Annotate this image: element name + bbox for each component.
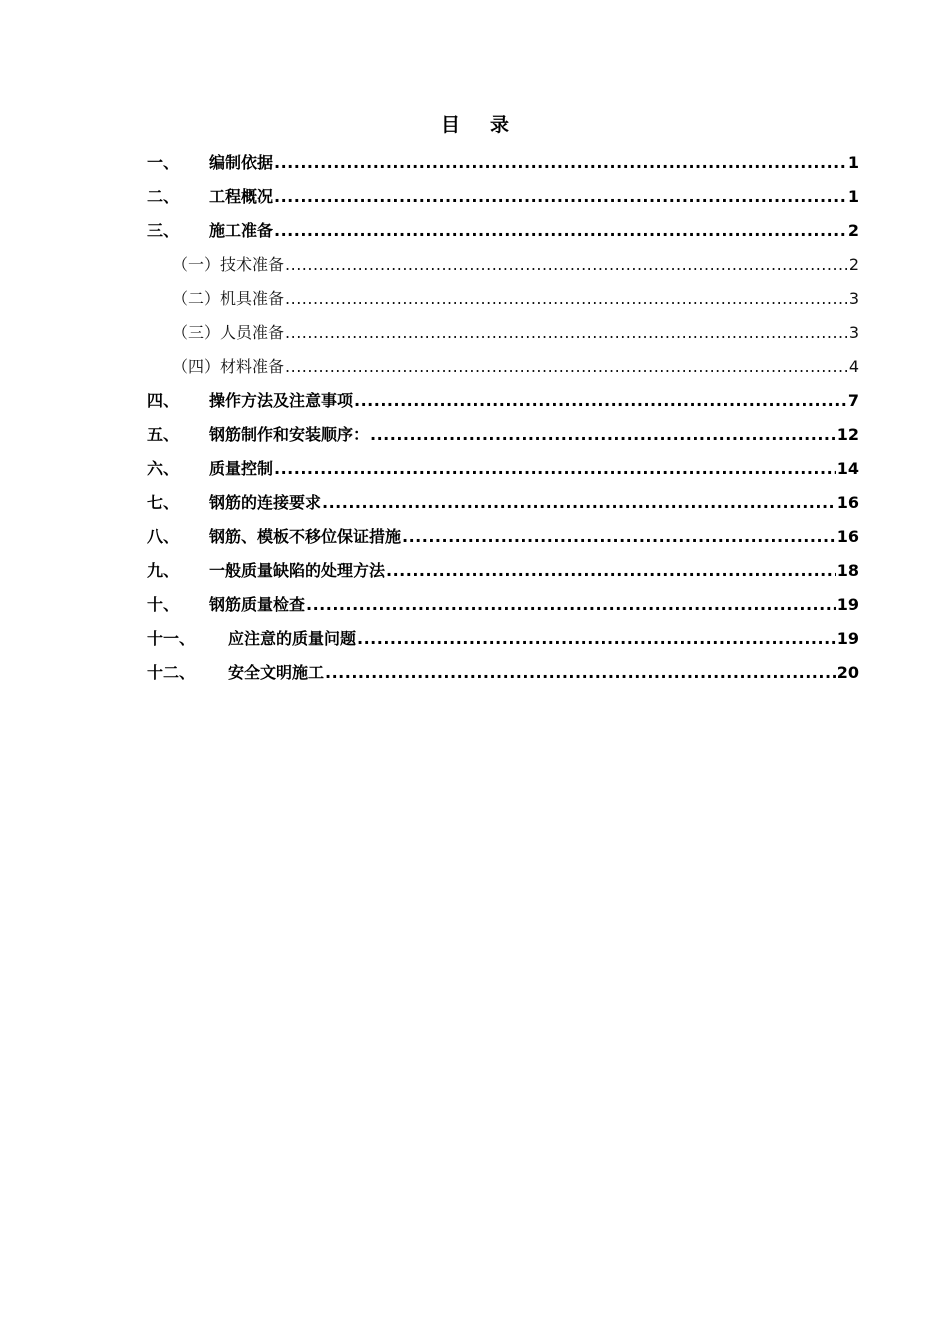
toc-entry-text: 应注意的质量问题 <box>228 629 357 648</box>
toc-leader-dots <box>285 357 848 376</box>
toc-leader-dots <box>357 629 836 648</box>
toc-entry-text: 编制依据 <box>209 153 274 172</box>
toc-leader-dots <box>386 561 836 580</box>
toc-entry-number: 一、 <box>147 153 180 172</box>
toc-entry-number: （四） <box>172 357 221 376</box>
toc-entry-1[interactable] <box>147 150 859 184</box>
toc-entry-number: 八、 <box>147 527 180 546</box>
toc-entry-10[interactable] <box>147 592 859 626</box>
toc-entry-text: 钢筋、模板不移位保证措施 <box>209 527 402 546</box>
toc-entry-6[interactable] <box>147 456 859 490</box>
toc-subentry-2[interactable] <box>147 286 859 320</box>
toc-entry-text: 机具准备 <box>220 289 285 308</box>
toc-subentry-4[interactable] <box>147 354 859 388</box>
toc-title-char-1: 目 <box>440 114 460 136</box>
toc-entry-number: 二、 <box>147 187 180 206</box>
toc-entry-text: 操作方法及注意事项 <box>209 391 354 410</box>
toc-entry-number: 四、 <box>147 391 180 410</box>
toc-leader-dots <box>402 527 836 546</box>
toc-entry-number: 十二、 <box>147 663 196 682</box>
toc-entry-page: 2 <box>848 255 859 274</box>
toc-entry-page: 16 <box>836 527 859 546</box>
toc-entry-number: 六、 <box>147 459 180 478</box>
toc-title-char-2: 录 <box>490 114 510 136</box>
toc-title <box>0 110 950 137</box>
toc-leader-dots <box>274 153 847 172</box>
toc-entry-page: 18 <box>836 561 859 580</box>
toc-leader-dots <box>306 595 836 614</box>
toc-entry-page: 12 <box>836 425 859 444</box>
toc-leader-dots <box>274 221 847 240</box>
toc-leader-dots <box>325 663 836 682</box>
toc-leader-dots <box>285 255 848 274</box>
toc-list <box>147 150 859 694</box>
toc-leader-dots <box>322 493 836 512</box>
toc-entry-page: 3 <box>848 289 859 308</box>
toc-entry-4[interactable] <box>147 388 859 422</box>
toc-entry-page: 20 <box>836 663 859 682</box>
toc-entry-number: 十一、 <box>147 629 196 648</box>
toc-leader-dots <box>370 425 836 444</box>
toc-subentry-3[interactable] <box>147 320 859 354</box>
toc-entry-page: 19 <box>836 595 859 614</box>
toc-leader-dots <box>274 187 847 206</box>
toc-entry-number: 三、 <box>147 221 180 240</box>
toc-entry-page: 14 <box>836 459 859 478</box>
toc-entry-9[interactable] <box>147 558 859 592</box>
toc-entry-text: 人员准备 <box>220 323 285 342</box>
toc-entry-number: （一） <box>172 255 221 274</box>
toc-entry-text: 工程概况 <box>209 187 274 206</box>
toc-entry-number: 十、 <box>147 595 180 614</box>
toc-entry-3[interactable] <box>147 218 859 252</box>
toc-leader-dots <box>285 323 848 342</box>
toc-entry-text: 施工准备 <box>209 221 274 240</box>
toc-entry-number: （三） <box>172 323 221 342</box>
toc-leader-dots <box>285 289 848 308</box>
toc-subentry-1[interactable] <box>147 252 859 286</box>
toc-entry-number: 九、 <box>147 561 180 580</box>
toc-entry-page: 1 <box>847 153 859 172</box>
toc-entry-7[interactable] <box>147 490 859 524</box>
toc-entry-number: 七、 <box>147 493 180 512</box>
toc-entry-page: 16 <box>836 493 859 512</box>
toc-entry-5[interactable] <box>147 422 859 456</box>
toc-leader-dots <box>354 391 847 410</box>
toc-leader-dots <box>274 459 836 478</box>
toc-entry-text: 钢筋质量检查 <box>209 595 306 614</box>
toc-entry-page: 3 <box>848 323 859 342</box>
toc-entry-11[interactable] <box>147 626 859 660</box>
toc-entry-text: 钢筋的连接要求 <box>209 493 322 512</box>
toc-entry-number: 五、 <box>147 425 180 444</box>
toc-entry-page: 2 <box>847 221 859 240</box>
toc-entry-text: 材料准备 <box>220 357 285 376</box>
toc-entry-page: 19 <box>836 629 859 648</box>
toc-entry-page: 7 <box>847 391 859 410</box>
toc-entry-12[interactable] <box>147 660 859 694</box>
toc-entry-page: 4 <box>848 357 859 376</box>
toc-entry-text: 安全文明施工 <box>228 663 325 682</box>
toc-entry-2[interactable] <box>147 184 859 218</box>
toc-entry-text: 质量控制 <box>209 459 274 478</box>
toc-entry-text: 技术准备 <box>220 255 285 274</box>
toc-entry-text: 钢筋制作和安装顺序： <box>209 425 370 444</box>
toc-entry-page: 1 <box>847 187 859 206</box>
toc-entry-number: （二） <box>172 289 221 308</box>
toc-entry-8[interactable] <box>147 524 859 558</box>
toc-entry-text: 一般质量缺陷的处理方法 <box>209 561 386 580</box>
